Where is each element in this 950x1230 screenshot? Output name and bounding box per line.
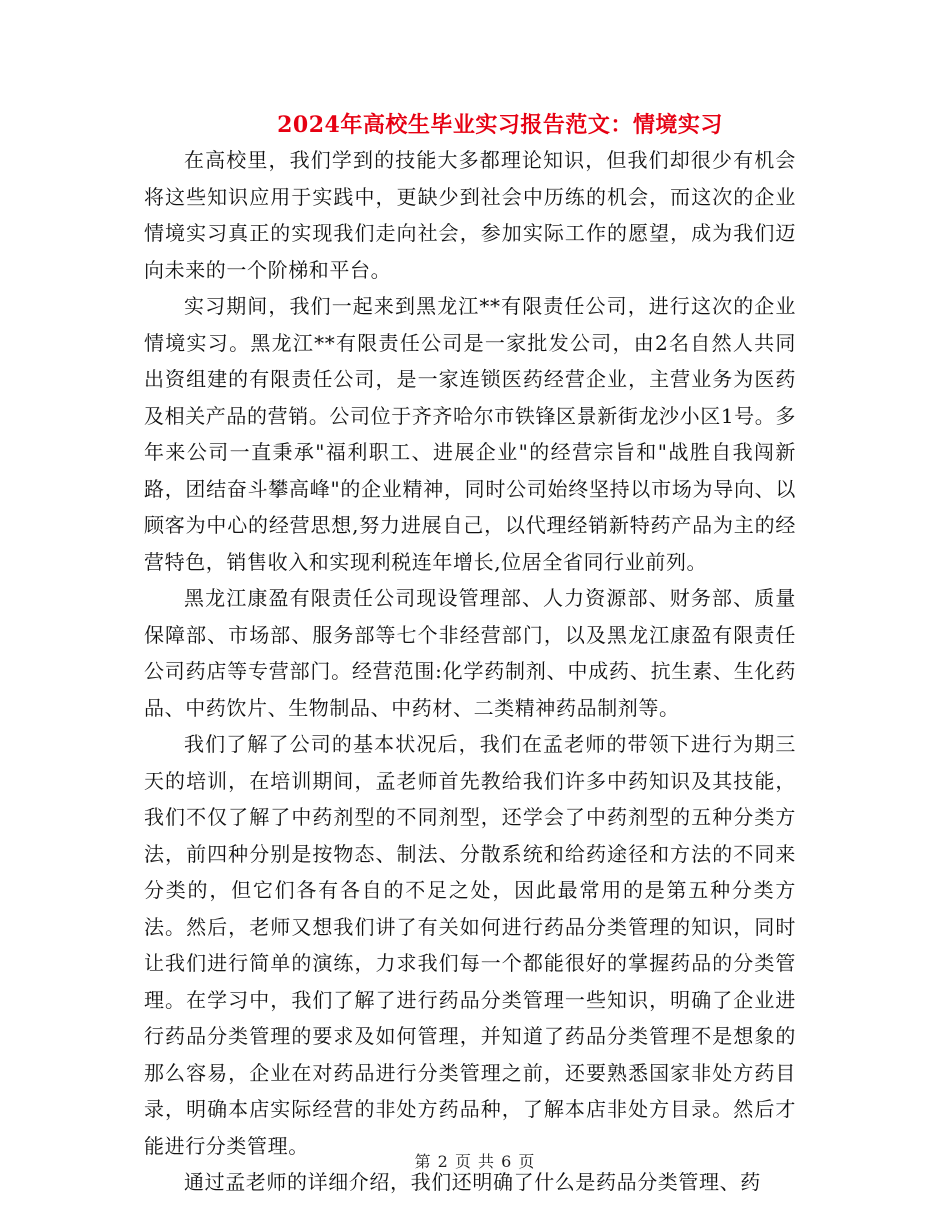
paragraph-3: 黑龙江康盈有限责任公司现设管理部、人力资源部、财务部、质量保障部、市场部、服务部等七个非经营部门，以及黑龙江康盈有限责任公司药店等专营部门。经营范围:化学药制剂、中成药、抗生素、生化药品、中药饮片、生物制品、中药材、二类精神药品制剂等。 [144,586,796,720]
page-number-footer: 第 2 页 共 6 页 [414,1152,536,1171]
paragraph-4: 我们了解了公司的基本状况后，我们在孟老师的带领下进行为期三天的培训，在培训期间，孟老师首先教给我们许多中药知识及其技能，我们不仅了解了中药剂型的不同剂型，还学会了中药剂型的五种分类方法，前四种分别是按物态、制法、分散系统和给药途径和方法的不同来分类的，但它们各有各自的不足之处，因此最常用的是第五种分类方法。然后，老师又想我们讲了有关如何进行药品分类管理的知识，同时让我们进行简单的演练，力求我们每一个都能很好的掌握药品的分类管理。在学习中，我们了解了进行药品分类管理一些知识，明确了企业进行药品分类管理的要求及如何管理，并知道了药品分类管理不是想象的那么容易，企业在对药品进行分类管理之前，还要熟悉国家非处方药目录，明确本店实际经营的非处方药品种，了解本店非处方目录。然后才能进行分类管理。 [144,732,796,1158]
paragraph-1: 在高校里，我们学到的技能大多都理论知识，但我们却很少有机会将这些知识应用于实践中，更缺少到社会中历练的机会，而这次的企业情境实习真正的实现我们走向社会，参加实际工作的愿望，成为我们迈向未来的一个阶梯和平台。 [144,148,796,282]
document-title: 2024年高校生毕业实习报告范文：情境实习 [277,112,723,138]
paragraph-2: 实习期间，我们一起来到黑龙江**有限责任公司，进行这次的企业情境实习。黑龙江**有限责任公司是一家批发公司，由2名自然人共同出资组建的有限责任公司，是一家连锁医药经营企业，主营业务为医药及相关产品的营销。公司位于齐齐哈尔市铁锋区景新街龙沙小区1号。多年来公司一直秉承"福利职工、进展企业"的经营宗旨和"战胜自我闯新路，团结奋斗攀高峰"的企业精神，同时公司始终坚持以市场为导向、以顾客为中心的经营思想,努力进展自己，以代理经销新特药产品为主的经营特色，销售收入和实现利税连年增长,位居全省同行业前列。 [144,294,797,574]
document-body [144,142,796,1201]
paragraph-5: 通过孟老师的详细介绍，我们还明确了什么是药品分类管理、药 [184,1170,761,1194]
